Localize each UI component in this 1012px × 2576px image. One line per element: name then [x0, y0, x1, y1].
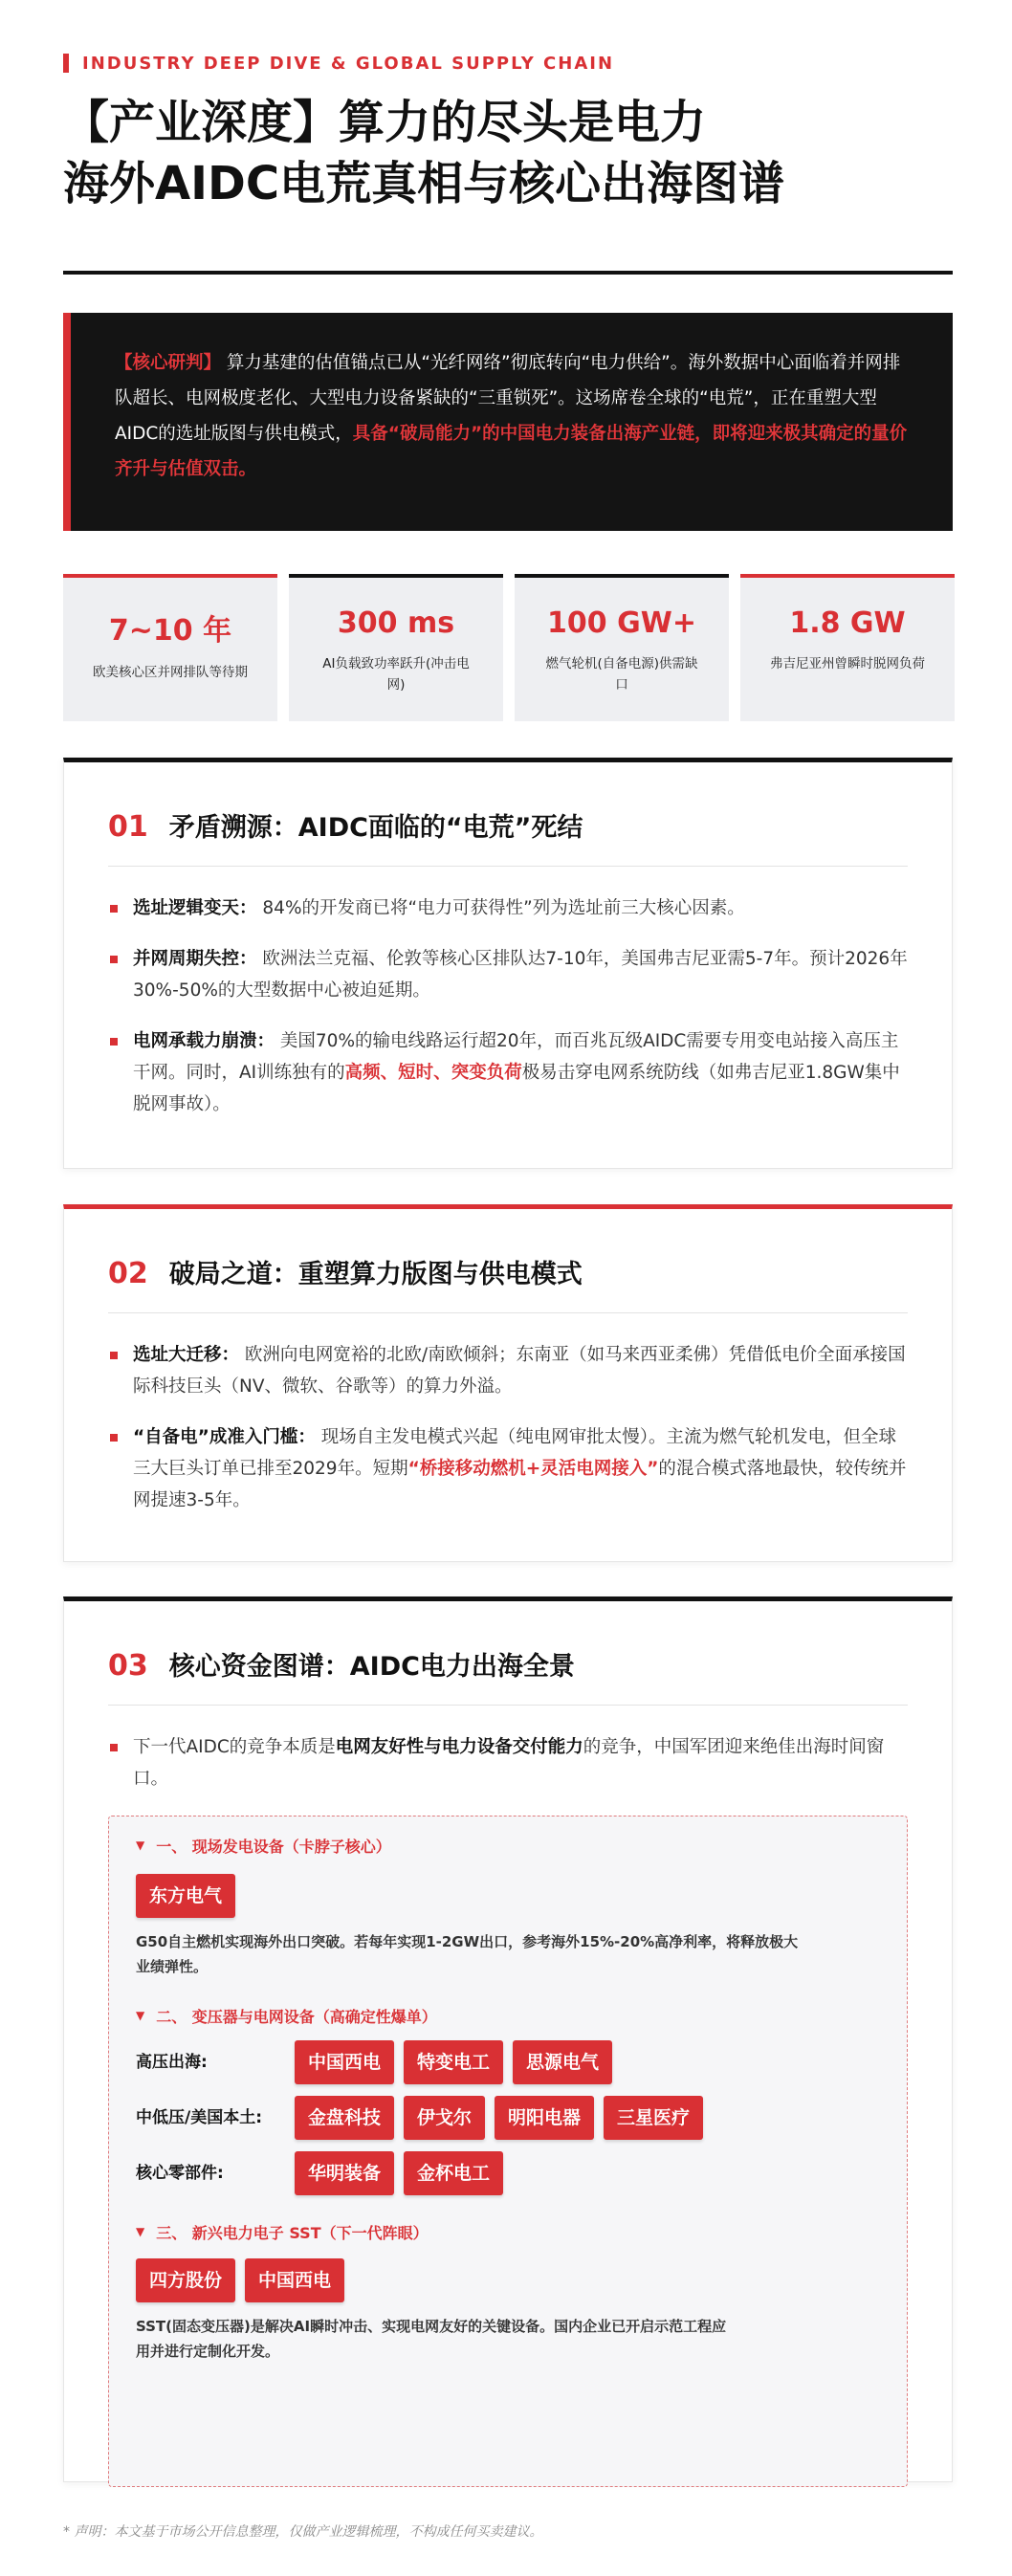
row-label: 高压出海:	[136, 2053, 208, 2072]
stat-value: 7~10 年	[108, 614, 232, 648]
disclaimer: * 声明：本文基于市场公开信息整理，仅做产业逻辑梳理，不构成任何买卖建议。	[63, 2524, 543, 2540]
chip-group	[295, 2151, 513, 2195]
core-judgment-box	[63, 313, 953, 531]
chip-group	[295, 2096, 713, 2140]
row-high-voltage	[136, 2040, 878, 2084]
category-transformer-grid: ▼ 二、 变压器与电网设备（高确定性爆单）	[136, 2007, 437, 2026]
stat-value: 100 GW+	[547, 606, 696, 640]
core-tag: 【核心研判】	[115, 353, 222, 373]
bullet-list	[108, 1731, 908, 1814]
stat-value: 300 ms	[337, 606, 455, 640]
section-number: 03	[108, 1649, 148, 1683]
company-chip[interactable]: 华明装备	[295, 2151, 394, 2195]
stat-value: 1.8 GW	[789, 606, 906, 640]
category-sst: ▼ 三、 新兴电力电子 SST（下一代阵眼）	[136, 2223, 429, 2242]
stat-label: 欧美核心区并网排队等待期	[93, 665, 248, 680]
row-label: 中低压/美国本土:	[136, 2108, 263, 2127]
bullet-competition: 下一代AIDC的竞争本质是电网友好性与电力设备交付能力的竞争，中国军团迎来绝佳出海时间窗口。	[108, 1731, 908, 1794]
section-title: 矛盾溯源：AIDC面临的“电荒”死结	[168, 813, 583, 843]
stat-card-turbine-gap	[515, 574, 729, 721]
bullet-self-power: “自备电”成准入门槛： 现场自主发电模式兴起（纯电网审批太慢）。主流为燃气轮机发电，但全球三大巨头订单已排至2029年。短期“桥接移动燃机+灵活电网接入”的混合模式落地最快，较传统并网提速3-5年。	[108, 1421, 908, 1516]
row-label: 核心零部件:	[136, 2164, 224, 2183]
bullet-grid-queue: 并网周期失控： 欧洲法兰克福、伦敦等核心区排队达7-10年，美国弗吉尼亚需5-7年。预计2026年30%-50%的大型数据中心被迫延期。	[108, 943, 908, 1006]
kicker-text: INDUSTRY DEEP DIVE & GLOBAL SUPPLY CHAIN	[82, 53, 615, 74]
company-chip[interactable]: 东方电气	[136, 1874, 235, 1918]
stat-label: 燃气轮机(自备电源)供需缺口	[545, 656, 698, 693]
stat-label: AI负载致功率跃升(冲击电网)	[322, 656, 470, 693]
section-heading	[108, 1645, 575, 1683]
kicker	[63, 52, 614, 75]
section-heading	[108, 1253, 583, 1290]
section-01	[63, 758, 953, 1169]
chip-group-cat3	[136, 2258, 878, 2302]
bullet-grid-capacity: 电网承载力崩溃： 美国70%的输电线路运行超20年，而百兆瓦级AIDC需要专用变电站接入高压主干网。同时，AI训练独有的高频、短时、突变负荷极易击穿电网系统防线（如弗吉尼亚1.8GW集中脱网事故）。	[108, 1025, 908, 1120]
company-chip[interactable]: 明阳电器	[495, 2096, 594, 2140]
title-divider	[63, 271, 953, 275]
company-chip[interactable]: 伊戈尔	[404, 2096, 485, 2140]
section-divider	[108, 1705, 908, 1706]
company-chip[interactable]: 特变电工	[404, 2040, 503, 2084]
title-line-2: 海外AIDC电荒真相与核心出海图谱	[63, 157, 785, 210]
triangle-down-icon: ▼	[136, 2225, 145, 2238]
chip-group-cat1	[136, 1874, 878, 1918]
row-core-parts	[136, 2151, 878, 2195]
category-description: SST(固态变压器)是解决AI瞬时冲击、实现电网友好的关键设备。国内企业已开启示范工程应用并进行定制化开发。	[136, 2318, 727, 2360]
section-number: 02	[108, 1257, 148, 1290]
triangle-down-icon: ▼	[136, 1838, 145, 1852]
core-highlight: 具备“破局能力”的中国电力装备出海产业链，即将迎来极其确定的量价齐升与估值双击。	[115, 424, 908, 479]
section-divider	[108, 1312, 908, 1313]
stat-card-virginia-load	[740, 574, 955, 721]
stat-card-power-jump	[289, 574, 503, 721]
company-chip[interactable]: 金盘科技	[295, 2096, 394, 2140]
company-chip[interactable]: 四方股份	[136, 2258, 235, 2302]
bullet-list	[108, 1339, 908, 1535]
triangle-down-icon: ▼	[136, 2009, 145, 2022]
bullet-list	[108, 892, 908, 1139]
company-chip[interactable]: 金杯电工	[404, 2151, 503, 2195]
section-03	[63, 1596, 953, 2482]
company-chip[interactable]: 中国西电	[295, 2040, 394, 2084]
row-mid-low-voltage	[136, 2096, 878, 2140]
category-onsite-generation: ▼ 一、 现场发电设备（卡脖子核心）	[136, 1837, 391, 1856]
core-paragraph	[115, 345, 914, 487]
stat-card-queue	[63, 574, 277, 721]
section-02	[63, 1204, 953, 1562]
page-title	[63, 92, 953, 214]
core-text: 算力基建的估值锚点已从“光纤网络”彻底转向“电力供给”。海外数据中心面临着并网排队超长、电网极度老化、大型电力设备紧缺的“三重锁死”。这场席卷全球的“电荒”，正在重塑大型AIDC的选址版图与供电模式，	[115, 353, 901, 444]
section-divider	[108, 866, 908, 867]
category-description: G50自主燃机实现海外出口突破。若每年实现1-2GW出口，参考海外15%-20%高净利率，将释放极大业绩弹性。	[136, 1933, 799, 1975]
section-number: 01	[108, 810, 148, 844]
stat-label: 弗吉尼亚州曾瞬时脱网负荷	[770, 656, 925, 672]
section-title: 破局之道：重塑算力版图与供电模式	[168, 1260, 583, 1289]
kicker-accent-bar	[63, 54, 69, 73]
supply-chain-map	[108, 1816, 908, 2487]
company-chip[interactable]: 思源电气	[513, 2040, 612, 2084]
bullet-site-logic: 选址逻辑变天： 84%的开发商已将“电力可获得性”列为选址前三大核心因素。	[108, 892, 908, 924]
section-title: 核心资金图谱：AIDC电力出海全景	[168, 1652, 575, 1682]
company-chip[interactable]: 三星医疗	[604, 2096, 703, 2140]
company-chip[interactable]: 中国西电	[245, 2258, 344, 2302]
title-line-1: 【产业深度】算力的尽头是电力	[63, 96, 707, 149]
chip-group	[295, 2040, 622, 2084]
bullet-site-migration: 选址大迁移： 欧洲向电网宽裕的北欧/南欧倾斜；东南亚（如马来西亚柔佛）凭借低电价全面承接国际科技巨头（NV、微软、谷歌等）的算力外溢。	[108, 1339, 908, 1402]
section-heading	[108, 806, 583, 844]
